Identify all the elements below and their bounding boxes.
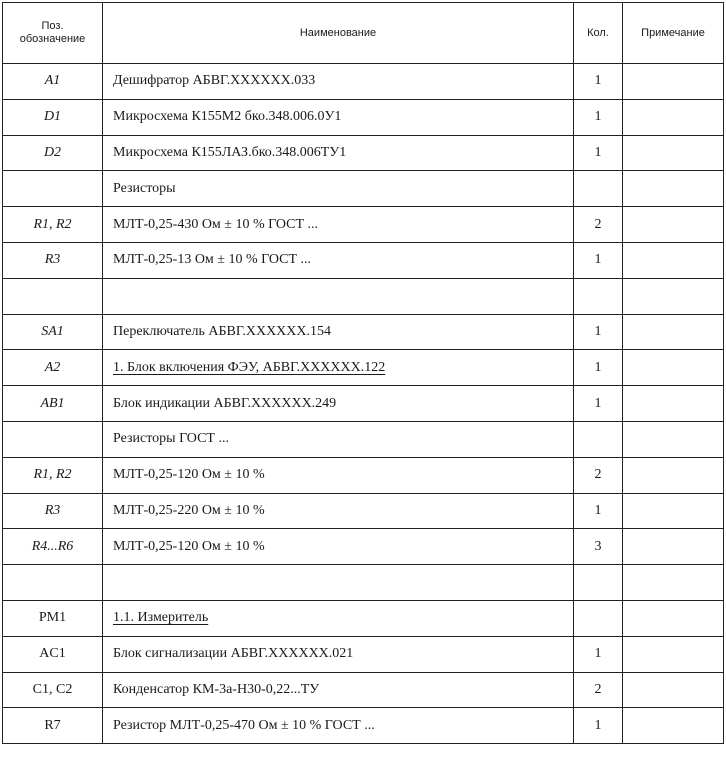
table-row: [3, 672, 724, 708]
row-pos: D1: [3, 99, 103, 135]
row-pos: AB1: [3, 386, 103, 422]
header-pos: Поз. обозначение: [3, 3, 103, 64]
specification-sheet: [2, 2, 723, 758]
table-row: [3, 242, 724, 278]
row-qty: [574, 600, 623, 636]
row-name: [103, 278, 574, 314]
row-note: [623, 636, 724, 672]
table-row: [3, 529, 724, 565]
row-pos: R1, R2: [3, 457, 103, 493]
row-pos: [3, 565, 103, 601]
row-name: Резисторы ГОСТ ...: [103, 421, 574, 457]
row-note: [623, 600, 724, 636]
row-note: [623, 171, 724, 207]
table-row: [3, 171, 724, 207]
row-pos: C1, C2: [3, 672, 103, 708]
row-name: МЛТ-0,25-13 Ом ± 10 % ГОСТ ...: [103, 242, 574, 278]
row-pos: R4...R6: [3, 529, 103, 565]
row-name: Резистор МЛТ-0,25-470 Ом ± 10 % ГОСТ ...: [103, 708, 574, 744]
table-row: [3, 600, 724, 636]
row-note: [623, 207, 724, 243]
table-row: [3, 708, 724, 744]
table-row: [3, 350, 724, 386]
row-pos: R7: [3, 708, 103, 744]
row-qty: 1: [574, 386, 623, 422]
row-name: Резисторы: [103, 171, 574, 207]
row-pos: [3, 421, 103, 457]
row-qty: 1: [574, 99, 623, 135]
table-row: [3, 636, 724, 672]
specification-table: [2, 2, 724, 744]
row-qty: 2: [574, 207, 623, 243]
row-qty: 1: [574, 636, 623, 672]
row-pos: [3, 278, 103, 314]
header-note: Примечание: [623, 3, 724, 64]
header-qty: Кол.: [574, 3, 623, 64]
row-pos: R3: [3, 242, 103, 278]
row-name: Блок индикации АБВГ.XXXXXX.249: [103, 386, 574, 422]
table-row: [3, 64, 724, 100]
row-note: [623, 386, 724, 422]
row-note: [623, 99, 724, 135]
row-note: [623, 242, 724, 278]
row-qty: [574, 565, 623, 601]
row-note: [623, 278, 724, 314]
row-note: [623, 135, 724, 171]
row-name: МЛТ-0,25-120 Ом ± 10 %: [103, 457, 574, 493]
row-note: [623, 350, 724, 386]
row-qty: 1: [574, 242, 623, 278]
row-qty: 1: [574, 350, 623, 386]
row-name: [103, 600, 574, 636]
row-name-underlined: 1.1. Измеритель: [113, 610, 209, 626]
row-note: [623, 457, 724, 493]
row-pos: R3: [3, 493, 103, 529]
row-name: Микросхема К155М2 бко.348.006.0У1: [103, 99, 574, 135]
header-name: Наименование: [103, 3, 574, 64]
row-pos: A1: [3, 64, 103, 100]
row-pos: A2: [3, 350, 103, 386]
row-note: [623, 708, 724, 744]
row-name: Блок сигнализации АБВГ.XXXXXX.021: [103, 636, 574, 672]
header-row: [3, 3, 724, 64]
row-qty: 3: [574, 529, 623, 565]
table-row: [3, 99, 724, 135]
row-name: [103, 350, 574, 386]
row-name: МЛТ-0,25-220 Ом ± 10 %: [103, 493, 574, 529]
table-row: [3, 457, 724, 493]
row-qty: 1: [574, 493, 623, 529]
row-note: [623, 529, 724, 565]
row-name: Дешифратор АБВГ.XXXXXX.033: [103, 64, 574, 100]
row-note: [623, 565, 724, 601]
row-pos: [3, 171, 103, 207]
row-qty: [574, 278, 623, 314]
table-row: [3, 493, 724, 529]
table-row: [3, 135, 724, 171]
table-row: [3, 565, 724, 601]
row-qty: 1: [574, 708, 623, 744]
row-name: МЛТ-0,25-120 Ом ± 10 %: [103, 529, 574, 565]
table-row: [3, 421, 724, 457]
row-pos: AC1: [3, 636, 103, 672]
row-note: [623, 421, 724, 457]
row-pos: SA1: [3, 314, 103, 350]
row-name: [103, 565, 574, 601]
row-name: Микросхема К155ЛАЗ.бко.348.006ТУ1: [103, 135, 574, 171]
row-note: [623, 64, 724, 100]
row-qty: 1: [574, 314, 623, 350]
row-pos: PM1: [3, 600, 103, 636]
row-pos: D2: [3, 135, 103, 171]
row-qty: [574, 421, 623, 457]
row-qty: 2: [574, 672, 623, 708]
row-name: Переключатель АБВГ.XXXXXX.154: [103, 314, 574, 350]
row-qty: 2: [574, 457, 623, 493]
row-pos: R1, R2: [3, 207, 103, 243]
table-row: [3, 207, 724, 243]
table-row: [3, 314, 724, 350]
table-row: [3, 386, 724, 422]
row-note: [623, 672, 724, 708]
row-name: Конденсатор КМ-3а-Н30-0,22...ТУ: [103, 672, 574, 708]
row-name-underlined: 1. Блок включения ФЭУ, АБВГ.XXXXXX.122: [113, 359, 386, 375]
row-note: [623, 314, 724, 350]
row-qty: 1: [574, 64, 623, 100]
table-row: [3, 278, 724, 314]
row-qty: [574, 171, 623, 207]
row-qty: 1: [574, 135, 623, 171]
row-note: [623, 493, 724, 529]
row-name: МЛТ-0,25-430 Ом ± 10 % ГОСТ ...: [103, 207, 574, 243]
